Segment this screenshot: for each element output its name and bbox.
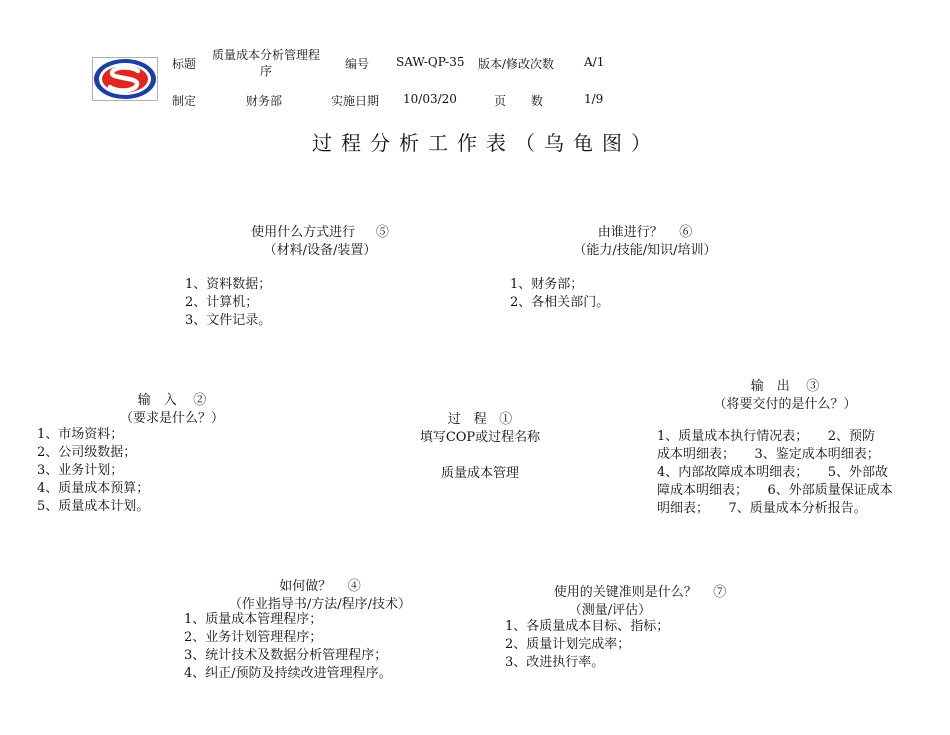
who-list <box>510 276 609 312</box>
list-item: 4、内部故障成本明细表； 5、外部故 <box>657 465 889 480</box>
output-sub: （将要交付的是什么？） <box>713 397 857 412</box>
list-item: 1、质量成本管理程序； <box>184 612 323 627</box>
criteria-heading-text: 使用的关键准则是什么？ <box>553 585 697 600</box>
list-item: 4、纠正/预防及持续改进管理程序。 <box>184 666 392 681</box>
title-value <box>205 47 327 79</box>
with-what-list <box>185 276 271 330</box>
input-heading <box>92 389 252 408</box>
process-name: 质量成本管理 <box>440 466 519 481</box>
process-number: ① <box>499 412 513 427</box>
page-value: 1/9 <box>584 92 604 106</box>
with-what-sub: （材料/设备/装置） <box>263 243 377 258</box>
number-value: SAW-QP-35 <box>396 55 465 69</box>
with-what-heading-text: 使用什么方式进行 <box>251 225 356 240</box>
title-value-line1: 质量成本分析管理程 <box>211 48 320 62</box>
list-item: 2、各相关部门。 <box>510 295 610 310</box>
version-label: 版本/修改次数 <box>478 57 555 71</box>
output-heading-text: 输 出 <box>750 379 790 394</box>
criteria-heading <box>530 581 750 600</box>
page-label-1: 页 <box>494 94 507 108</box>
list-item: 4、质量成本预算； <box>37 481 150 496</box>
list-item: 1、各质量成本目标、指标； <box>505 619 670 634</box>
document-title: 过程分析工作表（乌龟图） <box>312 131 660 155</box>
who-sub: （能力/技能/知识/培训） <box>573 243 717 258</box>
how-heading-text: 如何做？ <box>279 579 332 594</box>
input-sub: （要求是什么？） <box>119 411 224 426</box>
output-list <box>657 428 893 518</box>
list-item: 5、质量成本计划。 <box>37 499 150 514</box>
who-heading <box>535 221 755 240</box>
how-sub: （作业指导书/方法/程序/技术） <box>228 597 412 612</box>
how-number: ④ <box>347 579 361 594</box>
list-item: 成本明细表； 3、鉴定成本明细表； <box>657 447 880 462</box>
list-item: 2、公司级数据； <box>37 445 137 460</box>
input-list <box>37 426 149 516</box>
list-item: 3、改进执行率。 <box>505 655 605 670</box>
process-heading-text: 过 程 <box>447 412 487 427</box>
prepared-label: 制定 <box>172 94 197 108</box>
list-item: 2、质量计划完成率； <box>505 637 631 652</box>
process-heading <box>400 408 560 427</box>
criteria-list <box>505 618 669 672</box>
list-item: 2、计算机； <box>185 295 259 310</box>
how-list <box>184 611 392 683</box>
number-label: 编号 <box>345 57 370 71</box>
with-what-number: ⑤ <box>375 225 389 240</box>
date-label: 实施日期 <box>331 94 380 108</box>
output-number: ③ <box>806 379 820 394</box>
list-item: 1、资料数据； <box>185 277 272 292</box>
date-value: 10/03/20 <box>403 92 457 106</box>
list-item: 1、市场资料； <box>37 427 124 442</box>
input-heading-text: 输 入 <box>137 393 177 408</box>
version-value: A/1 <box>584 55 605 69</box>
list-item: 2、业务计划管理程序； <box>184 630 323 645</box>
page-label-2: 数 <box>531 94 544 108</box>
list-item: 3、文件记录。 <box>185 313 272 328</box>
with-what-heading <box>200 221 440 240</box>
who-heading-text: 由谁进行？ <box>597 225 663 240</box>
list-item: 障成本明细表； 6、外部质量保证成本 <box>657 483 893 498</box>
prepared-value: 财务部 <box>246 94 283 108</box>
list-item: 3、业务计划； <box>37 463 124 478</box>
title-value-line2: 序 <box>259 64 272 78</box>
list-item: 明细表； 7、质量成本分析报告。 <box>657 501 867 516</box>
criteria-sub: （测量/评估） <box>568 603 652 618</box>
output-heading <box>690 375 880 394</box>
company-logo <box>92 57 158 101</box>
process-sub: 填写COP或过程名称 <box>419 430 541 445</box>
list-item: 1、质量成本执行情况表； 2、预防 <box>657 429 876 444</box>
list-item: 3、统计技术及数据分析管理程序； <box>184 648 388 663</box>
input-number: ② <box>193 393 207 408</box>
title-label: 标题 <box>172 57 197 71</box>
who-number: ⑥ <box>679 225 693 240</box>
criteria-number: ⑦ <box>713 585 727 600</box>
list-item: 1、财务部； <box>510 277 584 292</box>
how-heading <box>210 575 430 594</box>
